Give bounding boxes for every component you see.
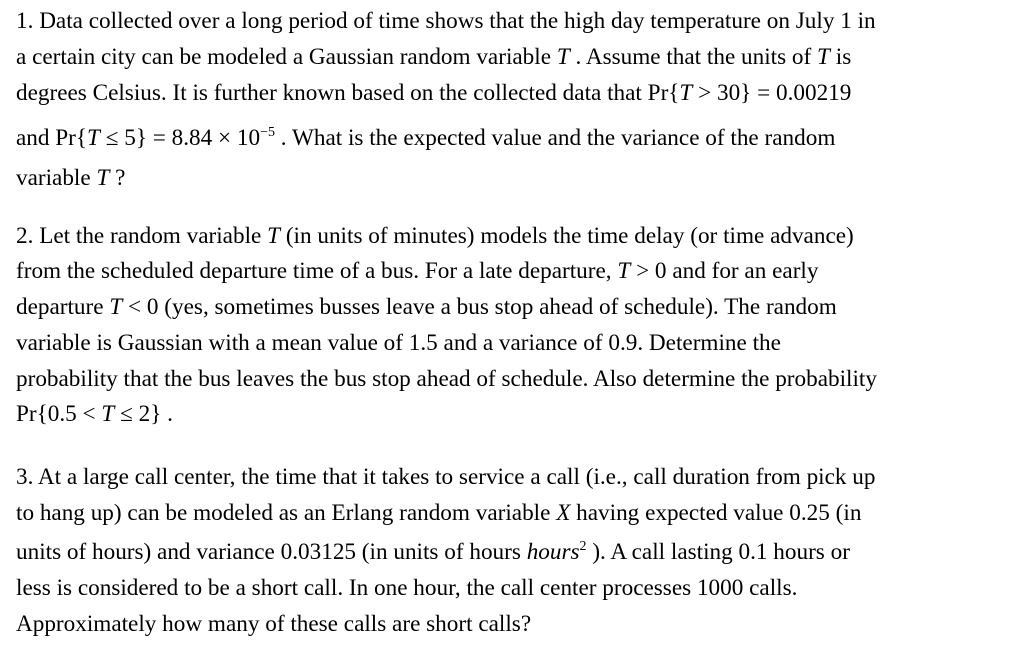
variable-T: T [109,294,123,320]
problem-1-line-2: a certain city can be modeled a Gaussian random variable T . Assume that the units of T is [16,44,852,70]
problem-2-line-3: departure T < 0 (yes, sometimes busses leave a bus stop ahead of schedule). The random [16,294,837,320]
variable-T: T [87,125,100,151]
exponent: −5 [260,125,275,140]
variable-T: T [556,44,570,70]
problem-3-line-5: Approximately how many of these calls are short calls? [16,611,532,637]
problem-1-line-1: 1. Data collected over a long period of time shows that the high day temperature on July 1 in [16,8,876,34]
problem-2-line-1: 2. Let the random variable T (in units of minutes) models the time delay (or time advance) [16,223,854,249]
problem-2-line-4: variable is Gaussian with a mean value of 1.5 and a variance of 0.9. Determine the [16,330,781,356]
problem-2-line-5: probability that the bus leaves the bus stop ahead of schedule. Also determine the probability [16,366,877,392]
variable-T: T [617,258,631,284]
problem-3-line-2: to hang up) can be modeled as an Erlang random variable X having expected value 0.25 (in [16,500,862,526]
variable-T: T [267,223,281,249]
problem-1-line-5: variable T ? [16,165,126,191]
problem-3-line-4: less is considered to be a short call. In one hour, the call center processes 1000 calls. [16,575,798,601]
hours-unit: hours [526,539,580,565]
problem-1-line-3: degrees Celsius. It is further known based on the collected data that Pr{T > 30} = 0.00219 [16,80,852,106]
variable-T: T [817,44,830,70]
variable-T: T [679,80,693,106]
problem-2-line-6: Pr{0.5 < T ≤ 2} . [16,401,173,427]
variable-X: X [556,500,571,526]
problem-2-line-2: from the scheduled departure time of a bus. For a late departure, T > 0 and for an early [16,258,819,284]
problem-3-line-3: units of hours) and variance 0.03125 (in units of hours hours$^2$ ). A call lasting 0.1 hours or [16,539,850,565]
problem-3-line-1: 3. At a large call center, the time that it takes to service a call (i.e., call duration from pick up [16,464,876,490]
exponent: 2 [579,539,587,554]
variable-T: T [101,401,115,427]
problem-1-line-4: and $Pr\{T \le 5\} = 8.84 \times 10^{-5}$ . What is the expected value and the variance of the random [16,125,836,151]
variable-T: T [96,165,110,191]
